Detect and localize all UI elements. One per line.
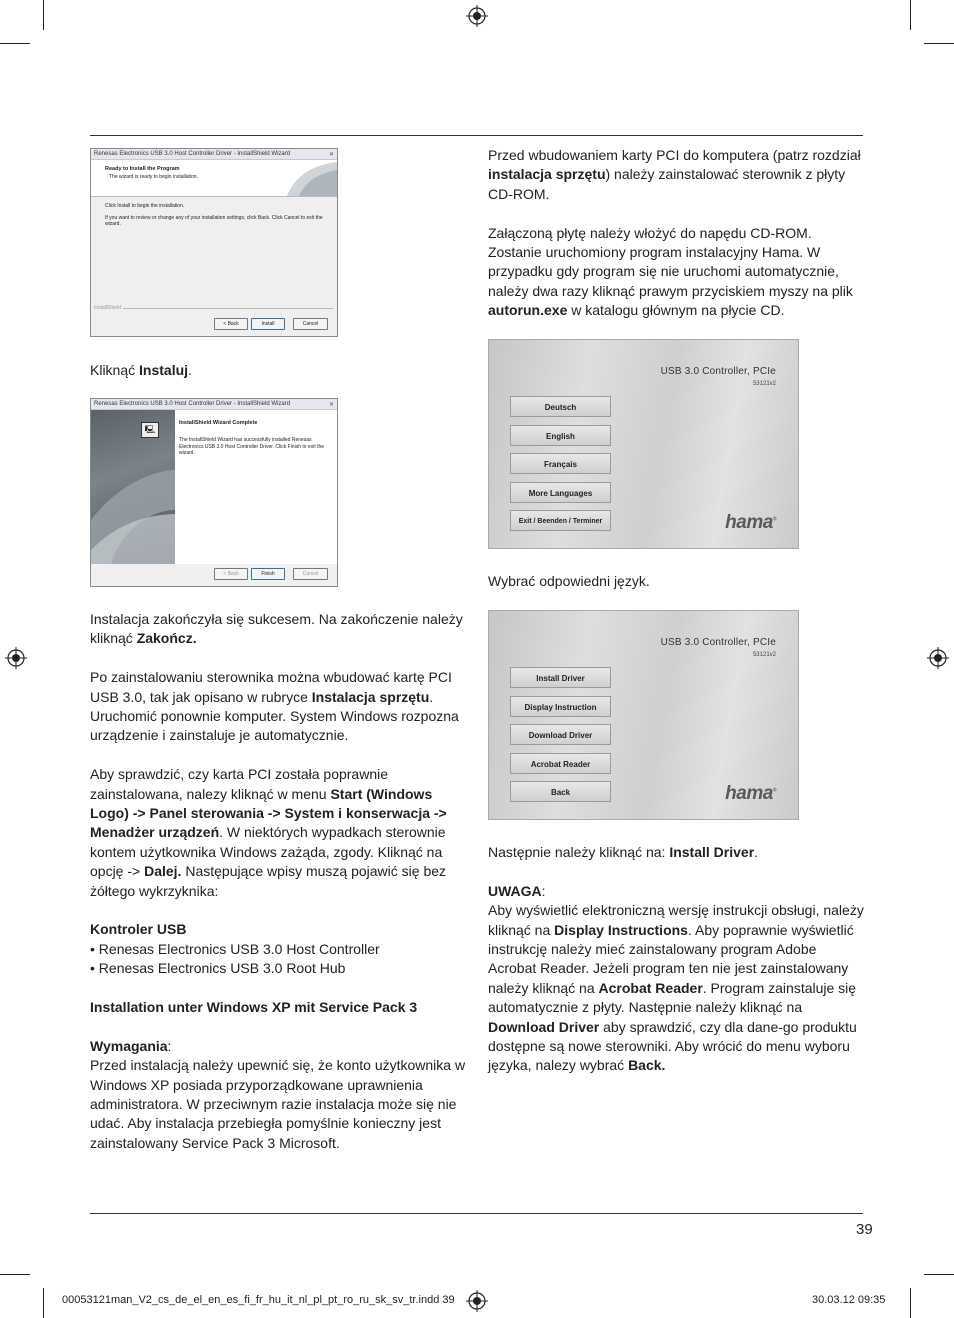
footer-filename: 00053121man_V2_cs_de_el_en_es_fi_fr_hu_it_nl_pl_pt_ro_ru_sk_sv_tr.indd 39 <box>62 1294 455 1306</box>
crop-mark <box>0 1274 30 1275</box>
requirements-heading: Wymagania: <box>90 1037 172 1054</box>
dialog-title: Renesas Electronics USB 3.0 Host Controller Driver - InstallShield Wizard <box>94 401 291 407</box>
paragraph: Instalacja zakończyła się sukcesem. Na zakończenie należy kliknąć Zakończ. <box>90 611 463 647</box>
back-button[interactable]: < Back <box>214 318 248 330</box>
back-button[interactable]: Back <box>510 781 611 802</box>
registration-mark-icon <box>5 647 27 669</box>
caption-install: Kliknąć Instaluj. <box>90 362 192 378</box>
dialog-body <box>91 197 337 234</box>
paragraph: Po zainstalowaniu sterownika można wbudować kartę PCI USB 3.0, tak jak opisano w rubryce Instalacja sprzętu. Uruchomić ponownie komputer. System Windows rozpozna urządzenie i zainstaluje je automatycznie. <box>90 669 459 744</box>
close-icon[interactable]: ✕ <box>328 152 334 158</box>
hama-driver-menu <box>488 610 799 820</box>
language-button-deutsch[interactable]: Deutsch <box>510 396 611 417</box>
computer-icon: 🖳 <box>141 422 159 438</box>
product-name: USB 3.0 Controller, PCIe <box>660 637 776 648</box>
page-number: 39 <box>856 1221 873 1238</box>
dialog-subheading: The wizard is ready to begin installation. <box>109 174 198 180</box>
brand-line <box>123 308 333 309</box>
note-text: Aby wyświetlić elektroniczną wersję instrukcji obsługi, należy kliknąć na Display Instructions. Aby poprawnie wyświetlić instrukcję należy mieć zainstalowany program Adobe Acrobat Reader. Jeżeli program ten nie jest zainstalowany należy kliknąć na Acrobat Reader. Program zainstaluje się automatycznie z płyty. Następnie należy kliknąć na Download Driver aby sprawdzić, czy dla dane-go produktu dostępne są nowe sterowniki. Aby wrócić do menu wyboru języka, nalezy wybrać Back. <box>488 902 864 1074</box>
crop-mark <box>0 43 30 44</box>
crop-mark <box>43 0 44 30</box>
crop-mark <box>910 0 911 30</box>
product-code: 53121v2 <box>752 381 776 387</box>
dialog-content <box>175 410 337 564</box>
right-column-bottom <box>488 843 866 1076</box>
list-item: • Renesas Electronics USB 3.0 Host Controller <box>90 940 380 957</box>
dialog-text: Click Install to begin the installation. <box>105 203 185 209</box>
caption-install-driver: Następnie należy kliknąć na: Install Driver. <box>488 844 759 860</box>
hama-logo: hama® <box>725 512 776 533</box>
note-heading: UWAGA: <box>488 882 546 899</box>
registration-mark-icon <box>927 647 949 669</box>
cancel-button[interactable]: Cancel <box>293 568 328 580</box>
usb-heading: Kontroler USB <box>90 921 187 938</box>
crop-mark <box>43 1288 44 1318</box>
back-button[interactable]: < Back <box>214 568 248 580</box>
installshield-brand: InstallShield <box>94 305 121 311</box>
installshield-swoosh-icon <box>91 410 175 564</box>
dialog-title-bar <box>91 149 337 160</box>
crop-mark <box>924 43 954 44</box>
bottom-rule <box>90 1213 863 1214</box>
acrobat-reader-button[interactable]: Acrobat Reader <box>510 753 611 774</box>
list-item: • Renesas Electronics USB 3.0 Root Hub <box>90 960 346 977</box>
installshield-ready-dialog <box>90 148 338 337</box>
dialog-header <box>91 160 337 197</box>
install-button[interactable]: Install <box>251 318 285 330</box>
left-column-text <box>90 610 467 1153</box>
dialog-heading: Ready to Install the Program <box>105 166 180 172</box>
product-code: 53121v2 <box>752 652 776 658</box>
paragraph: Załączoną płytę należy włożyć do napędu CD-ROM. Zostanie uruchomiony program instalacyjny Hama. W przypadku gdy program się nie uruchomi automatycznie, należy dwa razy kliknąć prawym przyciskiem myszy na plik autorun.exe w katalogu głównym na płycie CD. <box>488 224 853 319</box>
installshield-swoosh-icon <box>277 160 337 196</box>
crop-mark <box>924 1274 954 1275</box>
install-driver-button[interactable]: Install Driver <box>510 667 611 688</box>
wizard-side-graphic <box>91 410 175 564</box>
xp-heading: Installation unter Windows XP mit Service Pack 3 <box>90 999 418 1016</box>
dialog-title: Renesas Electronics USB 3.0 Host Controller Driver - InstallShield Wizard <box>94 151 291 157</box>
language-button-francais[interactable]: Français <box>510 453 611 474</box>
dialog-text: The InstallShield Wizard has successfully installed Renesas Electronics USB 3.0 Host Controller Driver. Click Finish to exit the wizard. <box>179 437 325 456</box>
top-rule <box>90 135 863 136</box>
paragraph: Aby sprawdzić, czy karta PCI została poprawnie zainstalowana, nalezy kliknąć w menu Start (Windows Logo) -> Panel sterowania -> System i konserwacja -> Menadżer urządzeń. W niektórych wypadkach sterownie kontem użytkownika Windows zażąda, zgody. Kliknąć na opcję -> Dalej. Następujące wpisy muszą pojawić się bez żółtego wykrzyknika: <box>90 766 447 899</box>
product-name: USB 3.0 Controller, PCIe <box>660 366 776 377</box>
display-instruction-button[interactable]: Display Instruction <box>510 696 611 717</box>
language-button-english[interactable]: English <box>510 425 611 446</box>
dialog-heading: InstallShield Wizard Complete <box>179 420 258 426</box>
dialog-title-bar <box>91 399 337 410</box>
footer-date: 30.03.12 09:35 <box>812 1294 886 1306</box>
requirements-text: Przed instalacją należy upewnić się, że konto użytkownika w Windows XP posiada przyporządkowane uprawnienia administratora. W przeciwnym razie instalacja może się nie udać. Aby instalacja przebiegła pomyślnie konieczny jest zainstalowany Service Pack 3 Microsoft. <box>90 1057 466 1151</box>
exit-button[interactable]: Exit / Beenden / Terminer <box>510 510 611 531</box>
caption-choose-language: Wybrać odpowiedni język. <box>488 573 650 589</box>
installshield-complete-dialog <box>90 398 338 587</box>
hama-logo: hama® <box>725 783 776 804</box>
more-languages-button[interactable]: More Languages <box>510 482 611 503</box>
close-icon[interactable]: ✕ <box>328 402 334 408</box>
download-driver-button[interactable]: Download Driver <box>510 724 611 745</box>
registration-mark-icon <box>466 5 488 27</box>
dialog-text: If you want to review or change any of your installation settings, click Back. Click Cancel to exit the wizard. <box>105 214 323 227</box>
registration-mark-icon <box>466 1290 488 1312</box>
cancel-button[interactable]: Cancel <box>293 318 328 330</box>
finish-button[interactable]: Finish <box>251 568 285 580</box>
right-column-intro <box>488 146 864 321</box>
paragraph: Przed wbudowaniem karty PCI do komputera (patrz rozdział instalacja sprzętu) należy zainstalować sterownik z płyty CD-ROM. <box>488 147 861 202</box>
crop-mark <box>910 1288 911 1318</box>
hama-language-menu <box>488 339 799 549</box>
